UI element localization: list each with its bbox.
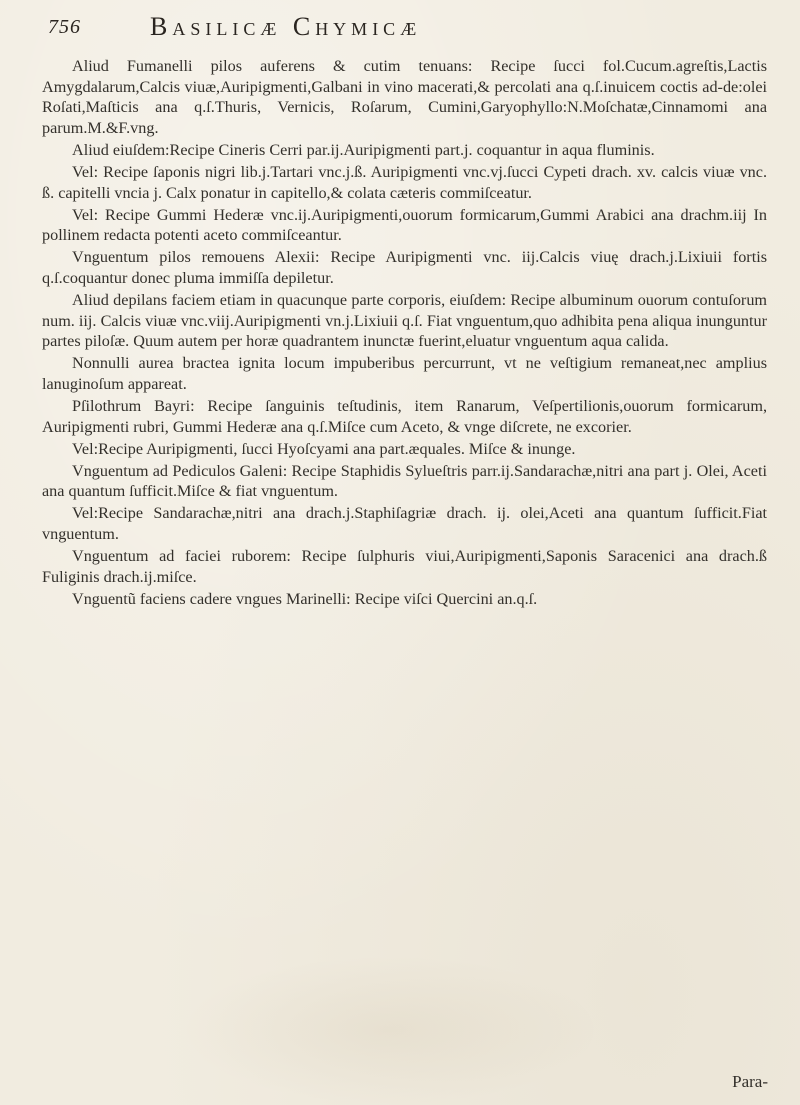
paragraph: Vel: Recipe Gummi Hederæ vnc.ij.Auripigmenti,ouorum formicarum,Gummi Arabici ana drachm.iij In pollinem redacta potenti aceto commiſceantur. (42, 205, 767, 245)
paragraph: Vnguentum ad Pediculos Galeni: Recipe Staphidis Sylueſtris parr.ij.Sandarachæ,nitri ana part j. Olei, Aceti ana quantum ſufficit.Miſce & fiat vnguentum. (42, 461, 767, 501)
paragraph: Vnguentum pilos remouens Alexii: Recipe Auripigmenti vnc. iij.Calcis viuę drach.j.Lixiuii fortis q.ſ.coquantur donec pluma immiſſa depiletur. (42, 248, 767, 287)
paragraph: Aliud eiuſdem:Recipe Cineris Cerri par.ij.Auripigmenti part.j. coquantur in aqua fluminis. (72, 140, 655, 159)
running-head: Basilicæ Chymicæ (150, 12, 422, 41)
page-header (40, 8, 770, 48)
paragraph: Pſilothrum Bayri: Recipe ſanguinis teſtudinis, item Ranarum, Veſpertilionis,ouorum formicarum, Auripigmenti rubri, Gummi Hederæ ana q.ſ.Miſce cum Aceto, & vnge diſcrete, ne excorier. (42, 397, 767, 436)
page-number: 756 (48, 16, 81, 38)
paragraph: Vel:Recipe Auripigmenti, ſucci Hyoſcyami ana part.æquales. Miſce & inunge. (72, 439, 576, 458)
paragraph: Vel: Recipe ſaponis nigri lib.j.Tartari vnc.j.ß. Auripigmenti vnc.vj.ſucci Cypeti drach. xv. calcis viuæ vnc. ß. capitelli vncia j. Calx ponatur in capitello,& colata cæteris commiſceatur. (42, 162, 767, 202)
paragraph: Vnguentum ad faciei ruborem: Recipe ſulphuris viui,Auripigmenti,Saponis Saracenici ana drach.ß Fuliginis drach.ij.miſce. (42, 547, 767, 586)
paragraph: Aliud depilans faciem etiam in quacunque parte corporis, eiuſdem: Recipe albuminum ouorum contuſorum num. iij. Calcis viuæ vnc.viij.Auripigmenti vn.j.Lixiuii q.ſ. Fiat vnguentum,quo adhibita pena aliqua inunguntur partes piloſæ. Quum autem per horæ quadrantem inunctæ fuerint,eluatur vnguentum aqua calida. (42, 291, 767, 351)
paragraph: Aliud Fumanelli pilos auferens & cutim tenuans: Recipe ſucci fol.Cucum.agreſtis,Lactis Amygdalarum,Calcis viuæ,Auripigmenti,Galbani in vino macerati,& percolati ana q.ſ.inuicem coctis ad-de:olei Roſati,Maſticis ana q.ſ.Thuris, Vernicis, Roſarum, Cumini,Garyophyllo:N.Moſchatæ,Cinnamomi ana parum.M.&F.vng. (42, 57, 767, 137)
paragraph: Vnguentũ faciens cadere vngues Marinelli: Recipe viſci Quercini an.q.ſ. (72, 589, 538, 608)
paragraph: Vel:Recipe Sandarachæ,nitri ana drach.j.Staphiſagriæ drach. ij. olei,Aceti ana quantum ſufficit.Fiat vnguentum. (42, 504, 767, 544)
catchword: Para- (732, 1072, 768, 1091)
body-text (42, 56, 767, 611)
paragraph: Nonnulli aurea bractea ignita locum impuberibus percurrunt, vt ne veſtigium remaneat,nec amplius lanuginoſum appareat. (42, 354, 767, 393)
paper-stain (180, 955, 600, 1105)
